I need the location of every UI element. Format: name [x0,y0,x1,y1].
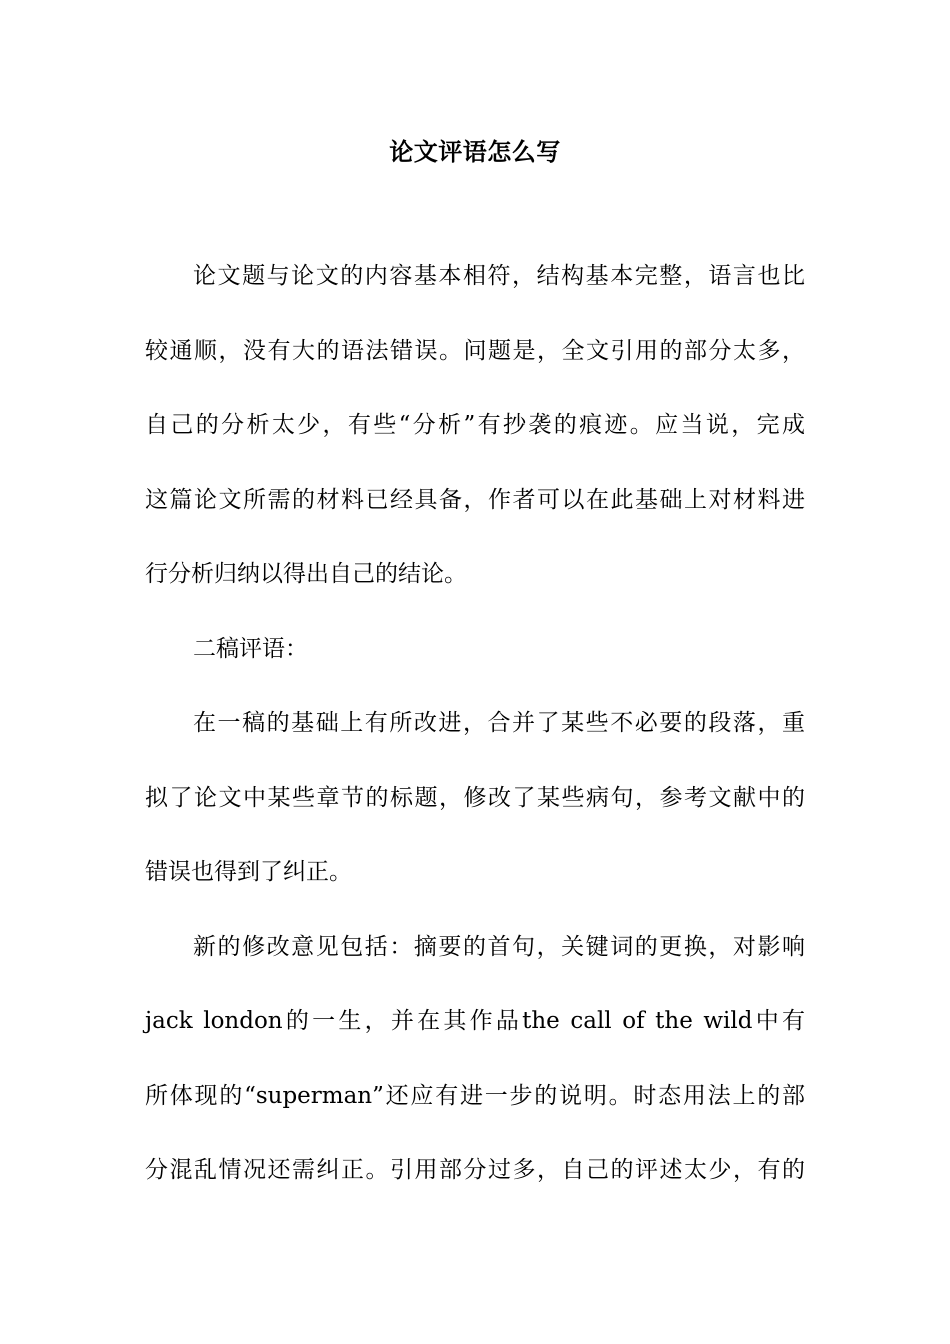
document-body [145,250,805,1219]
paragraph-line: 较通顺，没有大的语法错误。问题是，全文引用的部分太多， [145,337,805,364]
paragraph-line: 自己的分析太少，有些“分析”有抄袭的痕迹。应当说，完成 [145,412,805,438]
paragraph-line: 分混乱情况还需纠正。引用部分过多，自己的评述太少，有的 [145,1157,805,1183]
paragraph-line: 行分析归纳以得出自己的结论。 [145,561,467,587]
paragraph-line: 所体现的“superman”还应有进一步的说明。时态用法上的部 [145,1082,805,1109]
paragraph-line: 错误也得到了纠正。 [145,859,352,885]
section-heading: 二稿评语： [193,635,308,662]
paragraph-line: 拟了论文中某些章节的标题，修改了某些病句，参考文献中的 [145,784,805,811]
paragraph-line: jack london的一生，并在其作品the call of the wild中有 [145,1008,805,1034]
paragraph-line: 这篇论文所需的材料已经具备，作者可以在此基础上对材料进 [145,486,805,513]
paragraph-line: 在一稿的基础上有所改进，合并了某些不必要的段落，重 [193,710,805,736]
paragraph-line: 新的修改意见包括：摘要的首句，关键词的更换，对影响 [193,933,805,960]
paragraph-line: 论文题与论文的内容基本相符，结构基本完整，语言也比 [193,263,805,289]
document-title: 论文评语怎么写 [389,137,561,166]
